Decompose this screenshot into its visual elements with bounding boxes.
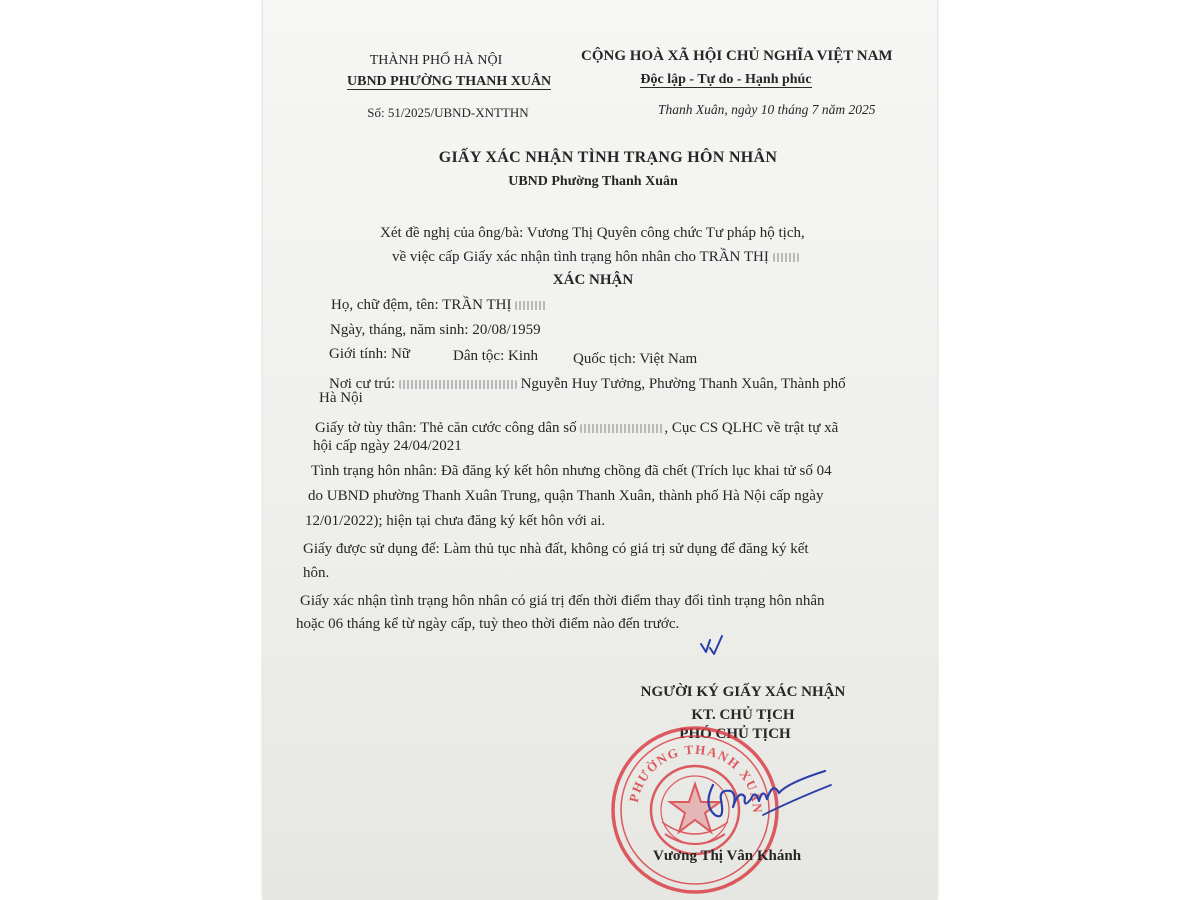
field-marital-status-line-3: 12/01/2022); hiện tại chưa đăng ký kết hôn với ai.: [305, 513, 606, 529]
check-mark-icon: [698, 630, 728, 658]
agency-name: UBND PHƯỜNG THANH XUÂN: [347, 74, 552, 89]
document-title: GIẤY XÁC NHẬN TÌNH TRẠNG HÔN NHÂN: [438, 149, 778, 166]
document-subtitle: UBND Phường Thanh Xuân: [508, 174, 678, 189]
validity-note: Giấy xác nhận tình trạng hôn nhân có giá trị đến thời điểm thay đổi tình trạng hôn nhân: [300, 593, 825, 609]
seal-text: PHƯỜNG THANH XUÂN: [625, 741, 766, 815]
field-dob: Ngày, tháng, năm sinh: 20/08/1959: [330, 322, 541, 338]
field-name: Họ, chữ đệm, tên: TRẦN THỊ: [331, 296, 547, 314]
field-id-document-line-2: hội cấp ngày 24/04/2021: [313, 438, 462, 454]
intro-line-1: Xét đề nghị của ông/bà: Vương Thị Quyên công chức Tư pháp hộ tịch,: [380, 225, 805, 241]
field-residence: Nơi cư trú: Nguyễn Huy Tưởng, Phường Thanh Xuân, Thành phố: [329, 376, 846, 392]
signer-role-1: KT. CHỦ TỊCH: [691, 707, 795, 723]
document-number: Số: 51/2025/UBND-XNTTHN: [367, 105, 529, 120]
field-gender: Giới tính: Nữ: [329, 346, 411, 362]
place-date: Thanh Xuân, ngày 10 tháng 7 năm 2025: [658, 102, 876, 117]
document-sheet: [263, 0, 937, 900]
field-id-document: Giấy tờ tùy thân: Thẻ căn cước công dân số , Cục CS QLHC về trật tự xã: [315, 420, 839, 436]
field-purpose-line-2: hôn.: [303, 565, 330, 581]
field-marital-status: Tình trạng hôn nhân: Đã đăng ký kết hôn nhưng chồng đã chết (Trích lục khai tử số 04: [311, 463, 832, 479]
field-residence-line-2: Hà Nội: [319, 390, 363, 406]
signature-icon: [693, 745, 833, 835]
validity-note-line-2: hoặc 06 tháng kể từ ngày cấp, tuỳ theo thời điểm nào đến trước.: [296, 616, 680, 632]
signer-role-2: PHÓ CHỦ TỊCH: [679, 726, 791, 742]
confirm-heading: XÁC NHẬN: [552, 272, 634, 288]
city-name: THÀNH PHỐ HÀ NỘI: [369, 53, 503, 68]
intro-line-2: về việc cấp Giấy xác nhận tình trạng hôn nhân cho TRẦN THỊ: [392, 248, 799, 266]
redacted-id-number: [580, 424, 664, 433]
field-purpose: Giấy được sử dụng để: Làm thủ tục nhà đất, không có giá trị sử dụng để đăng ký kết: [303, 541, 809, 557]
redacted-name: [515, 301, 547, 310]
field-marital-status-line-2: do UBND phường Thanh Xuân Trung, quận Thanh Xuân, thành phố Hà Nội cấp ngày: [308, 488, 824, 504]
signer-heading: NGƯỜI KÝ GIẤY XÁC NHẬN: [640, 684, 846, 700]
redacted-address: [399, 380, 517, 389]
field-nationality: Quốc tịch: Việt Nam: [573, 351, 698, 367]
national-motto: Độc lập - Tự do - Hạnh phúc: [640, 72, 812, 87]
country-name: CỘNG HOÀ XÃ HỘI CHỦ NGHĨA VIỆT NAM: [581, 48, 893, 64]
signer-name: Vương Thị Vân Khánh: [653, 848, 802, 864]
redacted-name: [773, 253, 799, 262]
field-ethnicity: Dân tộc: Kinh: [453, 348, 538, 364]
